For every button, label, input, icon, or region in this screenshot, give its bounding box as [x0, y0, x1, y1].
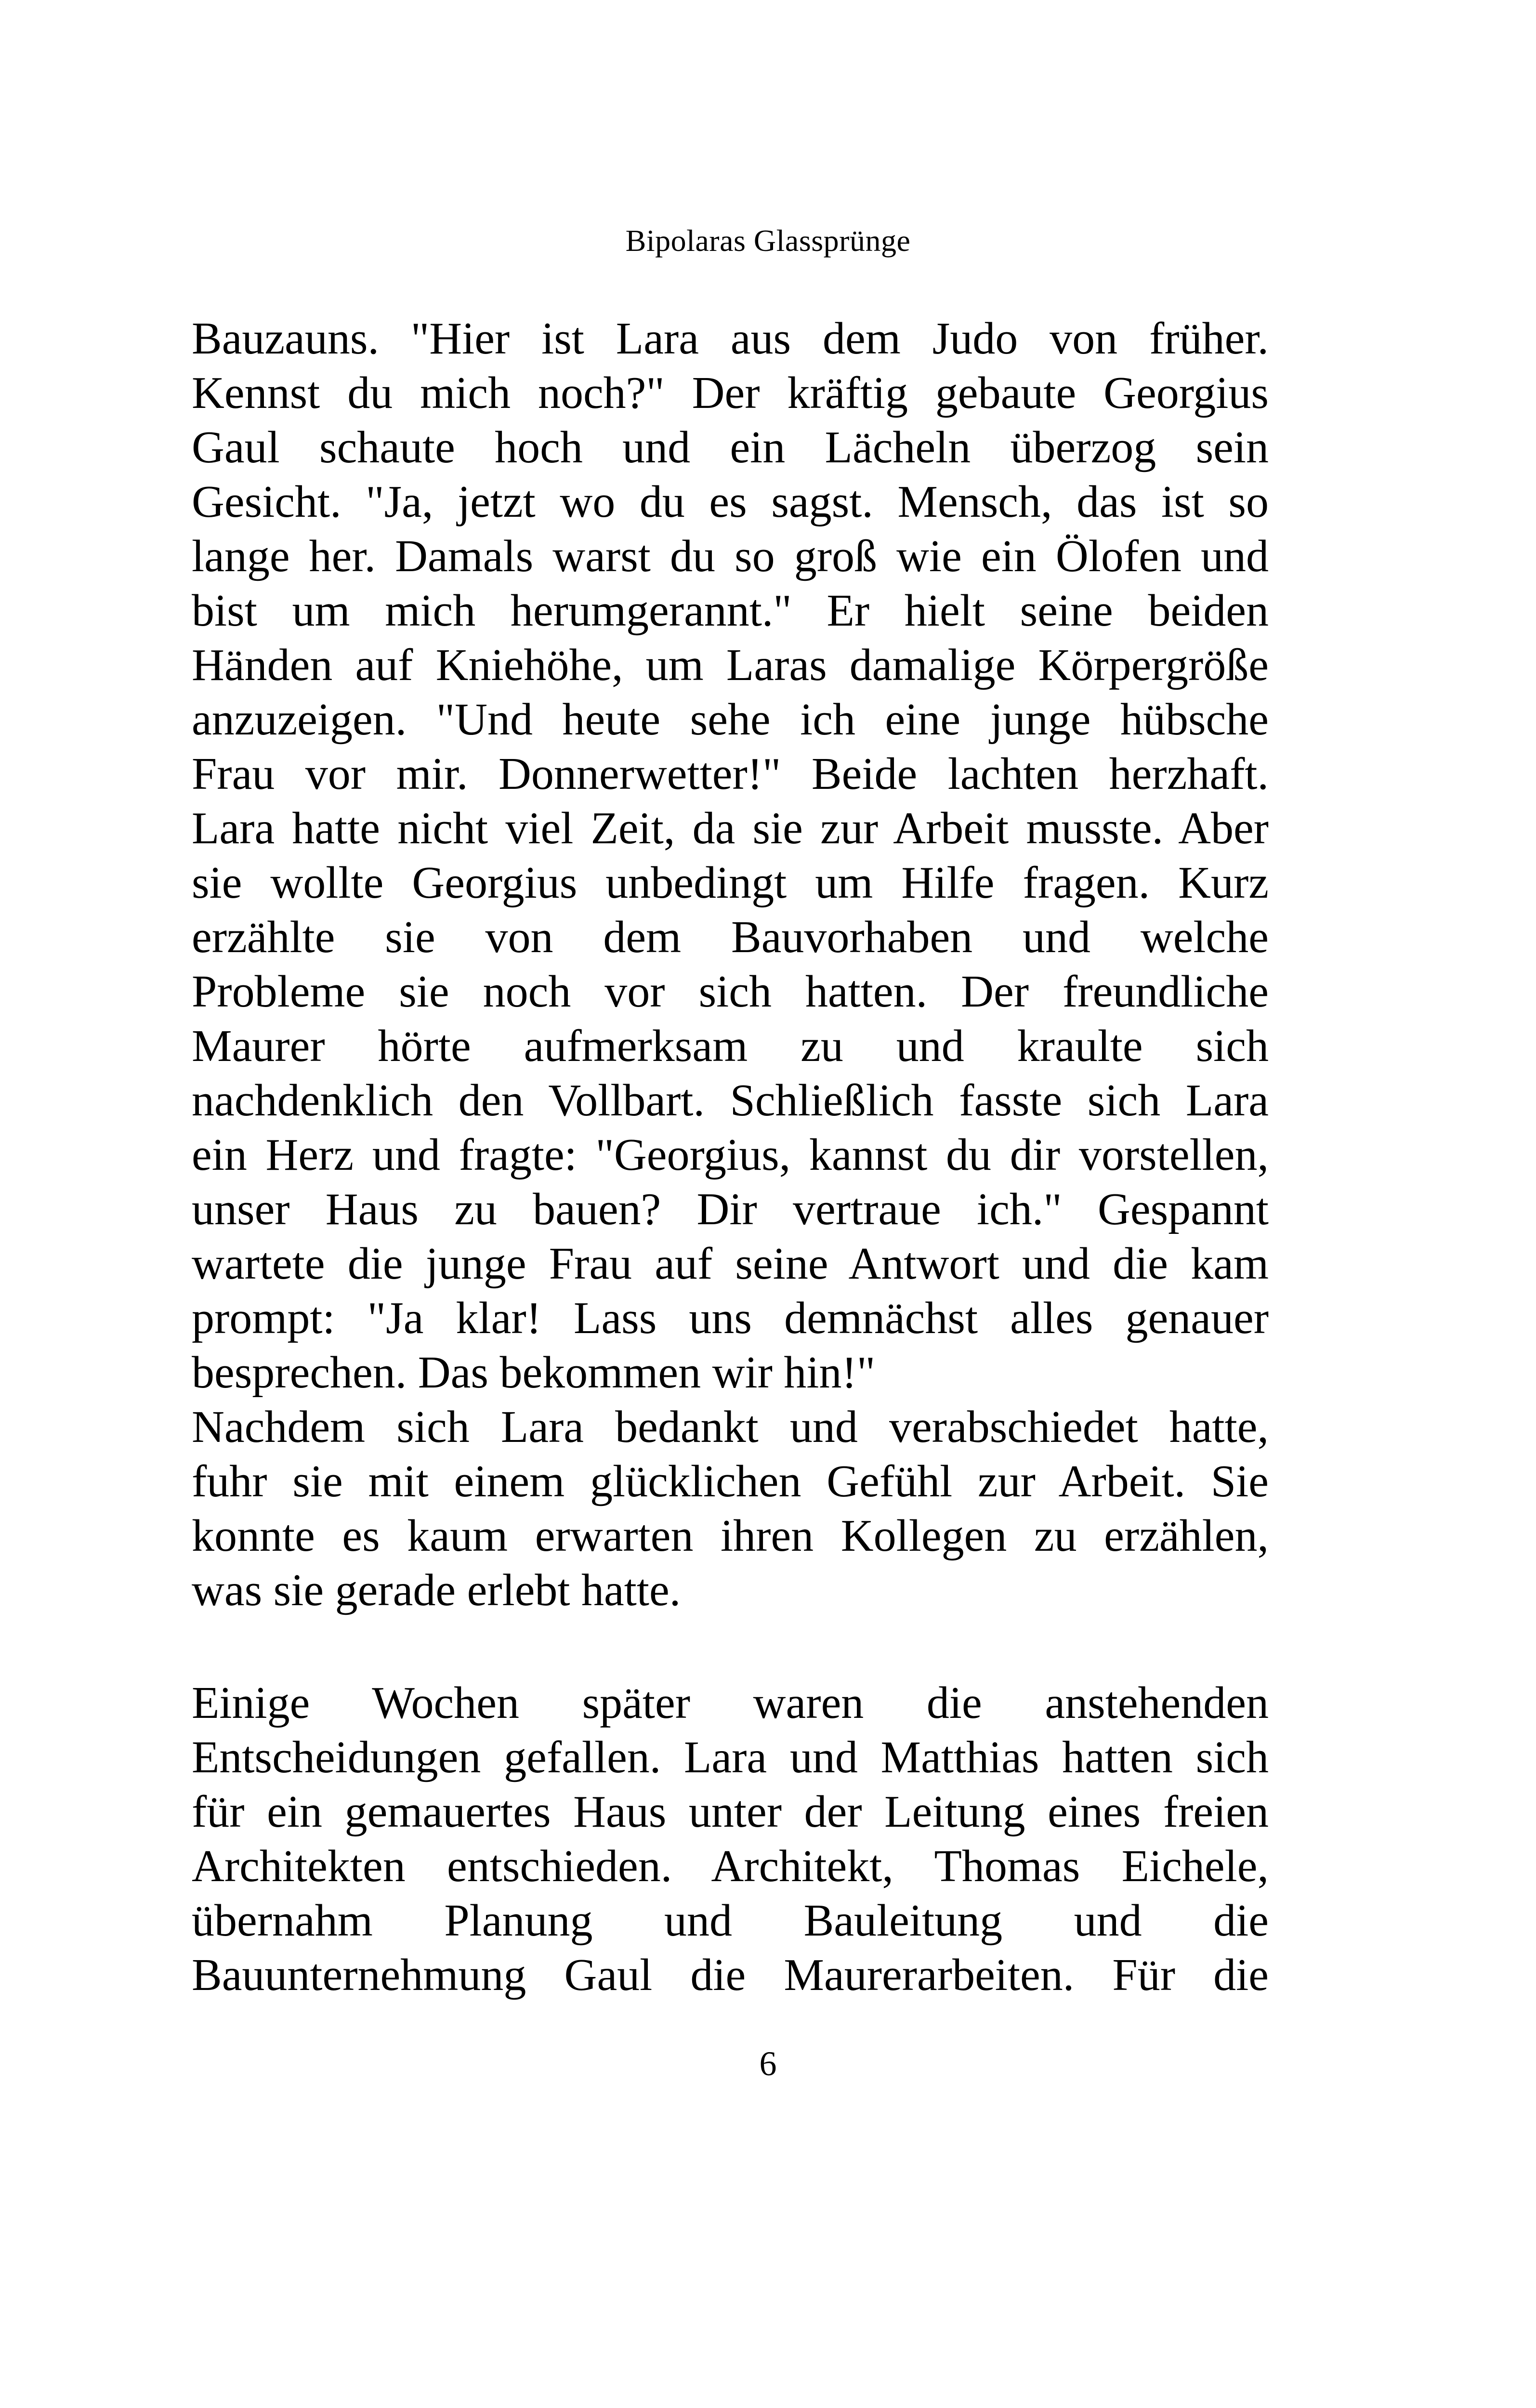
text-line: prompt: "Ja klar! Lass uns demnächst alles genauer: [192, 1293, 1269, 1343]
text-line: erzählte sie von dem Bauvorhaben und welche: [192, 912, 1269, 962]
text-line: bist um mich herumgerannt." Er hielt seine beiden: [192, 586, 1269, 636]
text-line: ein Herz und fragte: "Georgius, kannst du dir vorstellen,: [192, 1130, 1269, 1180]
text-line: lange her. Damals warst du so groß wie ein Ölofen und: [192, 531, 1269, 581]
text-line: übernahm Planung und Bauleitung und die: [192, 1896, 1269, 1946]
text-line: anzuzeigen. "Und heute sehe ich eine junge hübsche: [192, 694, 1269, 745]
running-title: Bipolaras Glassprünge: [625, 223, 911, 258]
text-line: sie wollte Georgius unbedingt um Hilfe fragen. Kurz: [192, 858, 1269, 908]
text-line: Entscheidungen gefallen. Lara und Matthias hatten sich: [192, 1732, 1269, 1782]
text-line: unser Haus zu bauen? Dir vertraue ich." Gespannt: [192, 1184, 1269, 1234]
text-line: was sie gerade erlebt hatte.: [192, 1565, 681, 1615]
text-line: Gaul schaute hoch und ein Lächeln überzog sein: [192, 422, 1269, 472]
body-text-block: [192, 1676, 1269, 2002]
body-text-block: [192, 312, 1269, 1618]
text-line: Nachdem sich Lara bedankt und verabschiedet hatte,: [192, 1402, 1269, 1452]
text-line: Architekten entschieden. Architekt, Thomas Eichele,: [192, 1841, 1269, 1891]
page-number: 6: [759, 2044, 777, 2083]
text-line: Bauzauns. "Hier ist Lara aus dem Judo von früher.: [192, 314, 1269, 364]
text-line: wartete die junge Frau auf seine Antwort und die kam: [192, 1239, 1269, 1289]
text-line: Gesicht. "Ja, jetzt wo du es sagst. Mensch, das ist so: [192, 477, 1269, 527]
text-line: Händen auf Kniehöhe, um Laras damalige Körpergröße: [192, 640, 1269, 690]
text-line: Bauunternehmung Gaul die Maurerarbeiten. Für die: [192, 1950, 1269, 2000]
text-line: Einige Wochen später waren die anstehenden: [192, 1678, 1269, 1728]
text-line: besprechen. Das bekommen wir hin!": [192, 1348, 876, 1398]
text-line: konnte es kaum erwarten ihren Kollegen zu erzählen,: [192, 1511, 1269, 1561]
text-line: Kennst du mich noch?" Der kräftig gebaute Georgius: [192, 368, 1269, 418]
text-line: fuhr sie mit einem glücklichen Gefühl zur Arbeit. Sie: [192, 1456, 1269, 1506]
text-line: Maurer hörte aufmerksam zu und kraulte sich: [192, 1021, 1269, 1071]
text-line: für ein gemauertes Haus unter der Leitung eines freien: [192, 1787, 1269, 1837]
text-line: Frau vor mir. Donnerwetter!" Beide lachten herzhaft.: [192, 749, 1269, 799]
text-line: Probleme sie noch vor sich hatten. Der freundliche: [192, 967, 1269, 1017]
text-line: nachdenklich den Vollbart. Schließlich fasste sich Lara: [192, 1075, 1269, 1125]
text-line: Lara hatte nicht viel Zeit, da sie zur Arbeit musste. Aber: [192, 803, 1269, 853]
